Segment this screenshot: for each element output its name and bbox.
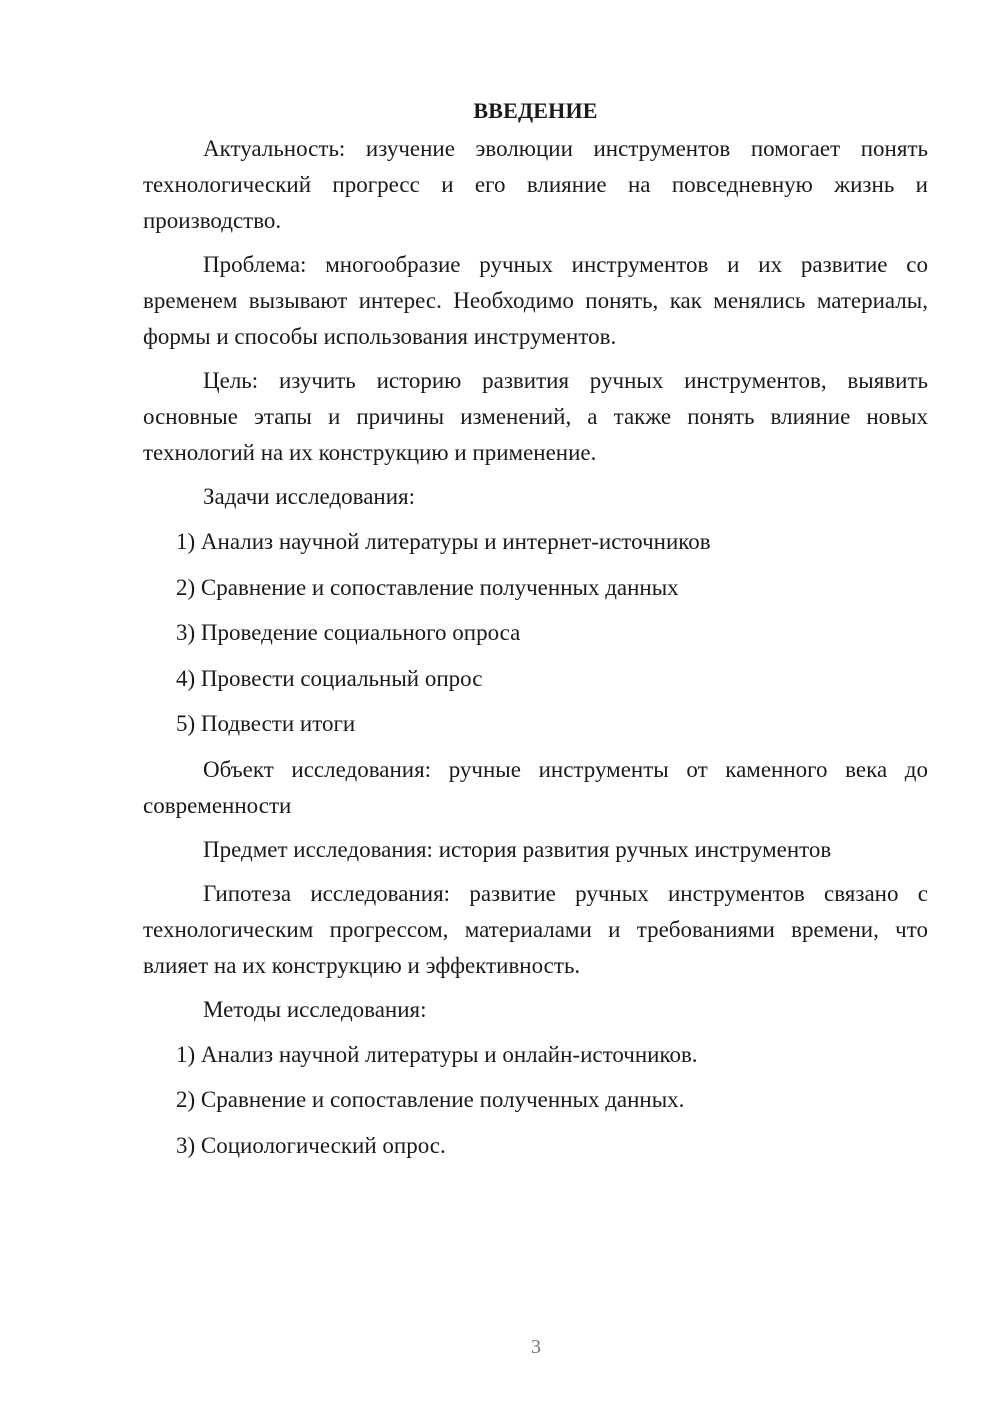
method-item: 1) Анализ научной литературы и онлайн-источников. (176, 1041, 698, 1067)
task-item: 4) Провести социальный опрос (176, 665, 483, 691)
tasks-list (143, 524, 928, 742)
task-item: 1) Анализ научной литературы и интернет-источников (176, 529, 711, 554)
page-content (143, 93, 928, 1173)
method-item: 3) Социологический опрос. (176, 1132, 446, 1158)
relevance-paragraph: Актуальность: изучение эволюции инструментов помогает понять технологический прогресс и его влияние на повседневную жизнь и производство. (143, 136, 928, 233)
method-item: 2) Сравнение и сопоставление полученных данных. (176, 1087, 685, 1112)
goal-paragraph: Цель: изучить историю развития ручных инструментов, выявить основные этапы и причины изменений, а также понять влияние новых технологий на их конструкцию и применение. (143, 368, 928, 465)
page-number: 3 (531, 1336, 541, 1358)
object-paragraph: Объект исследования: ручные инструменты от каменного века до современности (143, 756, 928, 818)
problem-paragraph: Проблема: многообразие ручных инструментов и их развитие со временем вызывают интерес. Необходимо понять, как менялись материалы, формы и способы использования инструментов. (143, 252, 928, 349)
hypothesis-paragraph: Гипотеза исследования: развитие ручных инструментов связано с технологическим прогрессом, материалами и требованиями времени, что влияет на их конструкцию и эффективность. (143, 880, 928, 978)
methods-heading: Методы исследования: (203, 996, 427, 1022)
task-item: 3) Проведение социального опроса (176, 620, 521, 645)
subject-paragraph: Предмет исследования: история развития ручных инструментов (203, 836, 832, 862)
methods-list (143, 1037, 928, 1164)
page-title: ВВЕДЕНИЕ (473, 98, 598, 123)
task-item: 2) Сравнение и сопоставление полученных данных (176, 574, 679, 600)
task-item: 5) Подвести итоги (176, 711, 356, 736)
tasks-heading: Задачи исследования: (203, 484, 416, 509)
